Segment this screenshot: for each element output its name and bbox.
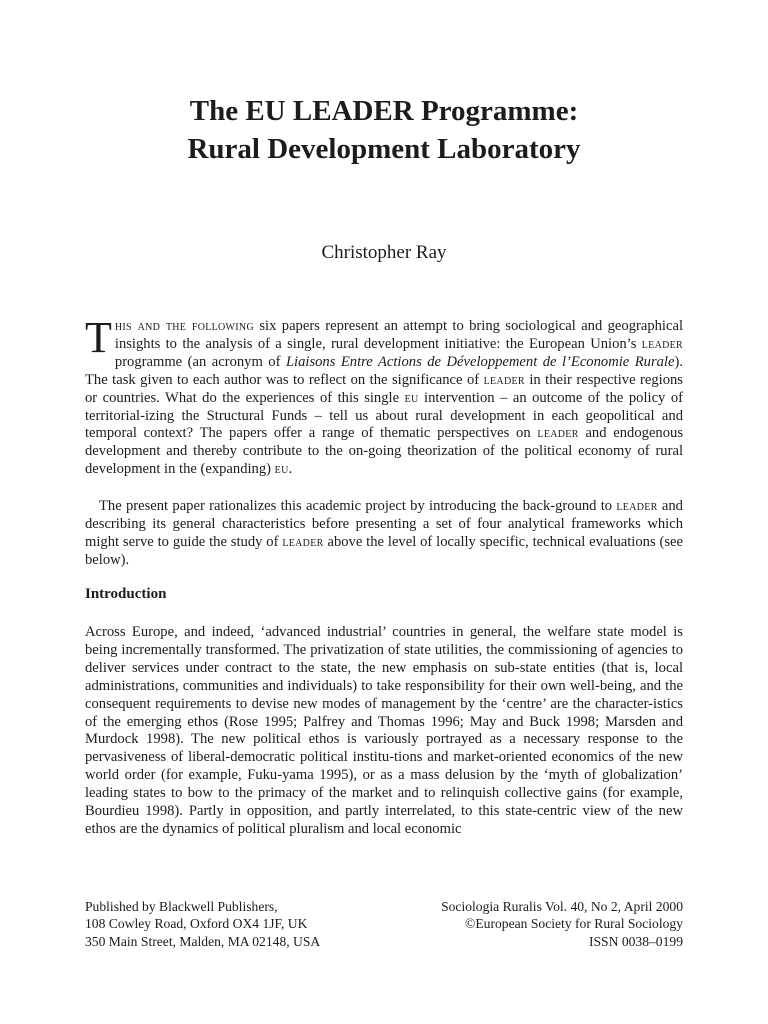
leader-small-caps: leader	[282, 533, 324, 550]
text-segment: intervention – an outcome of the policy of territorial-izing the Structural Funds – tell us about rural development in each geopolitical and temporal context? The papers offer a range of thematic perspectives on	[85, 389, 684, 442]
text-segment: in their respective regions or countries. What do the experiences of this single	[85, 371, 683, 406]
issn-line: ISSN 0038–0199	[588, 933, 683, 949]
leader-small-caps: leader	[641, 335, 683, 352]
text-segment: above the level of locally specific, technical evaluations (see below).	[85, 533, 683, 568]
section-heading-introduction: Introduction	[85, 586, 167, 602]
leader-small-caps: leader	[483, 371, 525, 388]
journal-citation: Sociologia Ruralis Vol. 40, No 2, April 2000	[441, 899, 683, 914]
eu-small-caps: eu	[274, 461, 289, 478]
article-title-line-1: The EU LEADER Programme:	[189, 95, 579, 127]
text-segment: six papers represent an attempt to bring sociological and geographical insights to the analysis of a single, rural development initiative: the European Union’s	[114, 318, 683, 352]
text-segment: The present paper rationalizes this academic project by introducing the back-ground to	[99, 498, 617, 514]
small-caps-lead: his and the following	[114, 318, 254, 334]
introduction-paragraph: Across Europe, and indeed, ‘advanced industrial’ countries in general, the welfare state model is being incrementally transformed. The privatization of state utilities, the commissioning of agencies to deliver services under contract to the state, the new emphasis on sub-state entities (that is, local administrations, communities and individuals) to take responsibility for their own well-being, and the consequent requirements to devise new modes of management by the ‘centre’ are the character-istics of the emerging ethos (Rose 1995; Palfrey and Thomas 1996; May and Buck 1998; Marsden and Murdock 1998). The new political ethos is variously portrayed as a necessary response to the pervasiveness of liberal-democratic political institu-tions and market-oriented economics of the new world order (for example, Fuku-yama 1995), or as a mass delusion by the ‘myth of globalization’ leading states to bow to the primacy of the market and to relinquish collective gains (for example, Bourdieu 1998). Partly in opposition, and partly interrelated, to this state-centric view of the new ethos are the dynamics of political pluralism and local economic	[85, 624, 683, 837]
article-title	[0, 92, 768, 168]
text-segment: .	[288, 461, 293, 478]
drop-cap: T	[85, 313, 112, 362]
leader-small-caps: leader	[616, 498, 658, 514]
second-paragraph	[85, 498, 683, 570]
leader-small-caps: leader	[537, 425, 579, 442]
publisher-address-line: 108 Cowley Road, Oxford OX4 1JF, UK	[85, 916, 308, 932]
text-segment: ). The task given to each author was to reflect on the significance of	[85, 353, 683, 388]
opening-paragraph	[85, 313, 684, 479]
journal-info	[441, 898, 683, 950]
italic-acronym-expansion: Liaisons Entre Actions de Développement de l’Economie Rurale	[285, 353, 675, 370]
eu-small-caps: eu	[404, 389, 419, 406]
author-name: Christopher Ray	[321, 242, 447, 263]
publisher-address-line: 350 Main Street, Malden, MA 02148, USA	[85, 933, 321, 949]
article-title-line-2: Rural Development Laboratory	[187, 133, 581, 165]
publisher-info	[85, 898, 320, 950]
text-segment: and describing its general characteristics before presenting a set of four analytical frameworks which might serve to guide the study of	[85, 498, 683, 550]
publisher-line: Published by Blackwell Publishers,	[85, 899, 278, 914]
text-segment: programme (an acronym of	[114, 353, 286, 370]
text-segment: and endogenous development and thereby contribute to the on-going theorization of the political economy of rural development in the (expanding)	[85, 425, 683, 478]
copyright-line: ©European Society for Rural Sociology	[465, 916, 683, 932]
